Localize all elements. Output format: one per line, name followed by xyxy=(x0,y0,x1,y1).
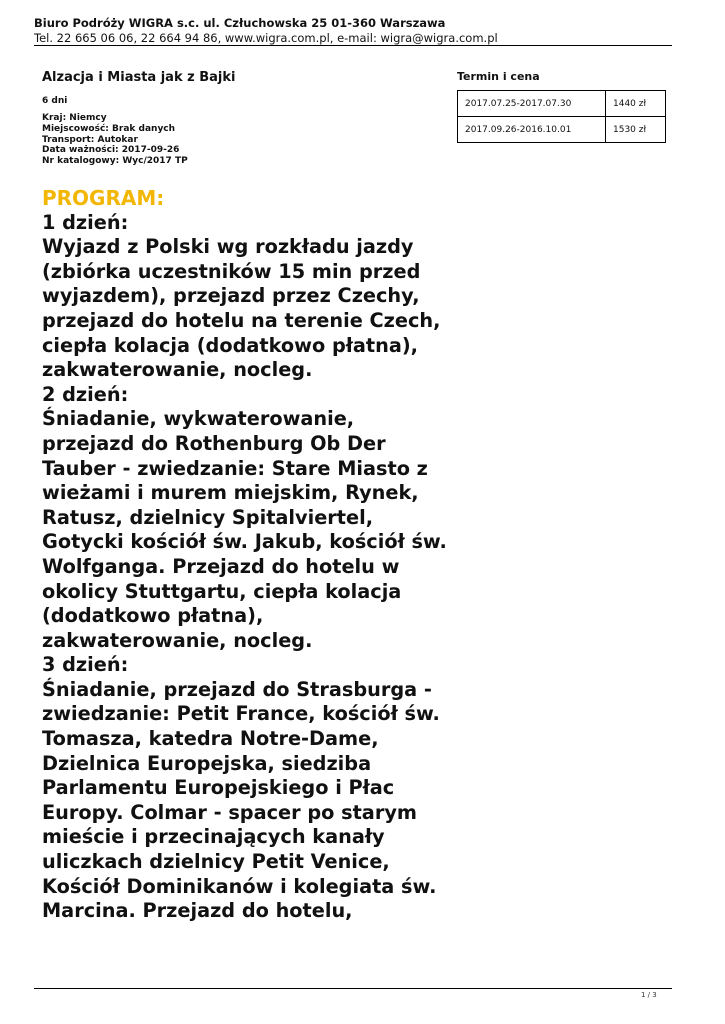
day-3-description: Śniadanie, przejazd do Strasburga - zwiedzanie: Petit France, kościół św. Tomasza, katedra Notre-Dame, Dzielnica Europejska, siedziba Parlamentu Europejskiego i Płac Europy. Colmar - spacer po starym mieście i przecinających kanały uliczkach dzielnicy Petit Venice, Kościół Dominikanów i kolegiata św. Marcina. Przejazd do hotelu, xyxy=(42,677,440,923)
table-row xyxy=(458,117,666,143)
term-date: 2017.07.25-2017.07.30 xyxy=(458,91,606,117)
day-3-label: 3 dzień: xyxy=(42,653,129,677)
page-header xyxy=(34,16,674,46)
price-heading: Termin i cena xyxy=(457,70,540,83)
program-section xyxy=(42,186,452,924)
day-1-description: Wyjazd z Polski wg rozkładu jazdy (zbiórka uczestników 15 min przed wyjazdem), przejazd przez Czechy, przejazd do hotelu na terenie Czech, ciepła kolacja (dodatkowo płatna), zakwaterowanie, nocleg. xyxy=(42,235,441,382)
program-title: PROGRAM: xyxy=(42,186,165,210)
detail-country: Kraj: Niemcy xyxy=(42,113,107,123)
term-date: 2017.09.26-2016.10.01 xyxy=(458,117,606,143)
tour-duration: 6 dni xyxy=(42,96,68,106)
day-2-description: Śniadanie, wykwaterowanie, przejazd do Rothenburg Ob Der Tauber - zwiedzanie: Stare Miasto z wieżami i murem miejskim, Rynek, Ratusz, dzielnicy Spitalviertel, Gotycki kościół św. Jakub, kościół św. Wolfganga. Przejazd do hotelu w okolicy Stuttgartu, ciepła kolacja (dodatkowo płatna), zakwaterowanie, nocleg. xyxy=(42,407,447,652)
term-price: 1440 zł xyxy=(606,91,666,117)
company-contact: Tel. 22 665 06 06, 22 664 94 86, www.wigra.com.pl, e-mail: wigra@wigra.com.pl xyxy=(34,31,498,45)
table-row xyxy=(458,91,666,117)
detail-catalog-number: Nr katalogowy: Wyc/2017 TP xyxy=(42,156,188,167)
term-price: 1530 zł xyxy=(606,117,666,143)
header-divider xyxy=(34,45,672,46)
day-2-label: 2 dzień: xyxy=(42,382,129,406)
program-body xyxy=(42,211,452,924)
footer-divider xyxy=(34,988,672,989)
day-1-label: 1 dzień: xyxy=(42,210,129,234)
company-address: Biuro Podróży WIGRA s.c. ul. Człuchowska 25 01-360 Warszawa xyxy=(34,16,446,30)
price-table xyxy=(457,90,666,143)
detail-location: Miejscowość: Brak danych xyxy=(42,123,176,134)
detail-transport: Transport: Autokar xyxy=(42,134,138,145)
page-number: 1 / 3 xyxy=(641,991,657,999)
tour-title: Alzacja i Miasta jak z Bajki xyxy=(42,70,236,85)
tour-details xyxy=(42,113,188,167)
detail-validity: Data ważności: 2017-09-26 xyxy=(42,145,180,156)
